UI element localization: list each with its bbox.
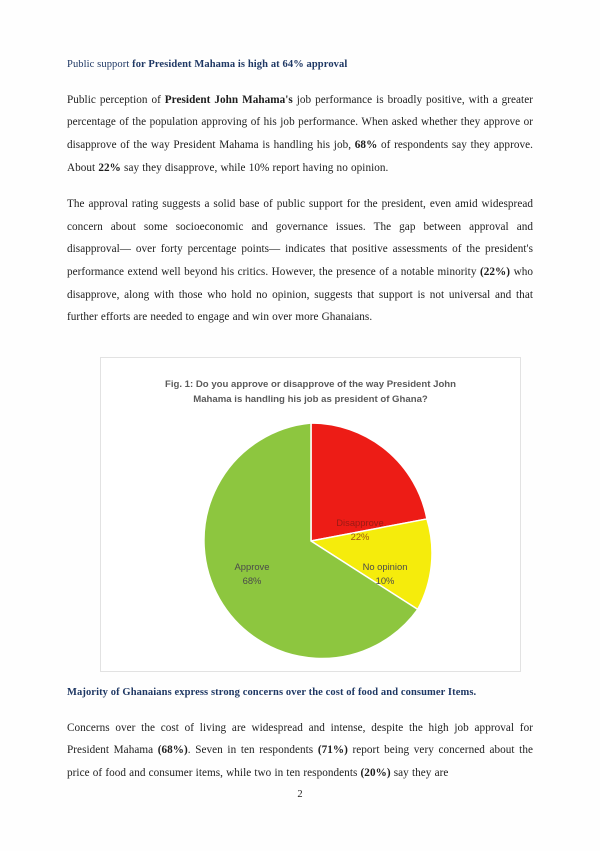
p3-seg3: report being very concerned about the price of food and consumer items, while two in ten respondents <box>67 744 533 779</box>
paragraph-1 <box>67 89 533 180</box>
document-body-lower <box>67 686 533 799</box>
p3-bold3: (20%) <box>360 766 391 779</box>
p2-seg2: who disapprove, along with those who hold no opinion, suggests that support is not universal and that further efforts are needed to engage and win over more Ghanaians. <box>67 266 533 324</box>
p1-seg3: of respondents say they approve. About <box>67 138 533 174</box>
figure-title-line-1: Fig. 1: Do you approve or disapprove of the way President John <box>164 379 457 390</box>
pie-label-disapprove-name: Disapprove <box>335 517 384 528</box>
document-body-upper <box>67 58 533 343</box>
figure-container <box>100 357 521 672</box>
p2-seg1: The approval rating suggests a solid base of public support for the president, even amid widespread concern about some socioeconomic and governance issues. The gap between approval and disapproval— over forty percentage points— indicates that positive assessments of the president's performance extend well beyond his critics. However, the presence of a notable minority <box>67 198 533 279</box>
paragraph-3 <box>67 717 533 785</box>
heading1-regular: Public support <box>67 59 133 70</box>
p3-seg1: Concerns over the cost of living are widespread and intense, despite the high job approval for President Mahama <box>67 721 533 757</box>
pie-chart-svg <box>188 418 434 664</box>
p3-seg4: say they are <box>390 766 449 779</box>
pie-chart <box>101 418 520 668</box>
p1-seg2: job performance is broadly positive, with a greater percentage of the population approving of his job performance. When asked whether they approve or disapprove of the way President Mahama is handling his job, <box>67 93 533 151</box>
p1-bold3: 22% <box>98 161 121 174</box>
pie-label-approve-name: Approve <box>234 561 269 572</box>
section-heading-1 <box>67 58 533 73</box>
page-number: 2 <box>297 789 303 800</box>
pie-label-no-opinion-name: No opinion <box>362 561 407 572</box>
p3-seg2: . Seven in ten respondents <box>187 744 318 757</box>
figure-title-line-2: Mahama is handling his job as president of Ghana? <box>193 393 428 405</box>
paragraph-2 <box>67 193 533 329</box>
pie-label-approve-value: 68% <box>242 575 261 586</box>
p3-bold1: (68%) <box>157 744 188 757</box>
section-heading-2: Majority of Ghanaians express strong concerns over the cost of food and consumer Items. <box>67 687 477 698</box>
p1-bold2: 68% <box>354 138 378 151</box>
figure-title <box>101 378 520 408</box>
p3-bold2: (71%) <box>317 744 348 757</box>
p1-bold1: President John Mahama's <box>164 93 293 106</box>
p2-bold1: (22%) <box>479 266 511 279</box>
heading1-bold: for President Mahama is high at 64% approval <box>132 59 348 70</box>
pie-label-disapprove-value: 22% <box>350 531 369 542</box>
p1-seg1: Public perception of <box>67 93 165 106</box>
p1-seg4: say they disapprove, while 10% report having no opinion. <box>120 161 389 174</box>
pie-label-no-opinion-value: 10% <box>375 575 394 586</box>
